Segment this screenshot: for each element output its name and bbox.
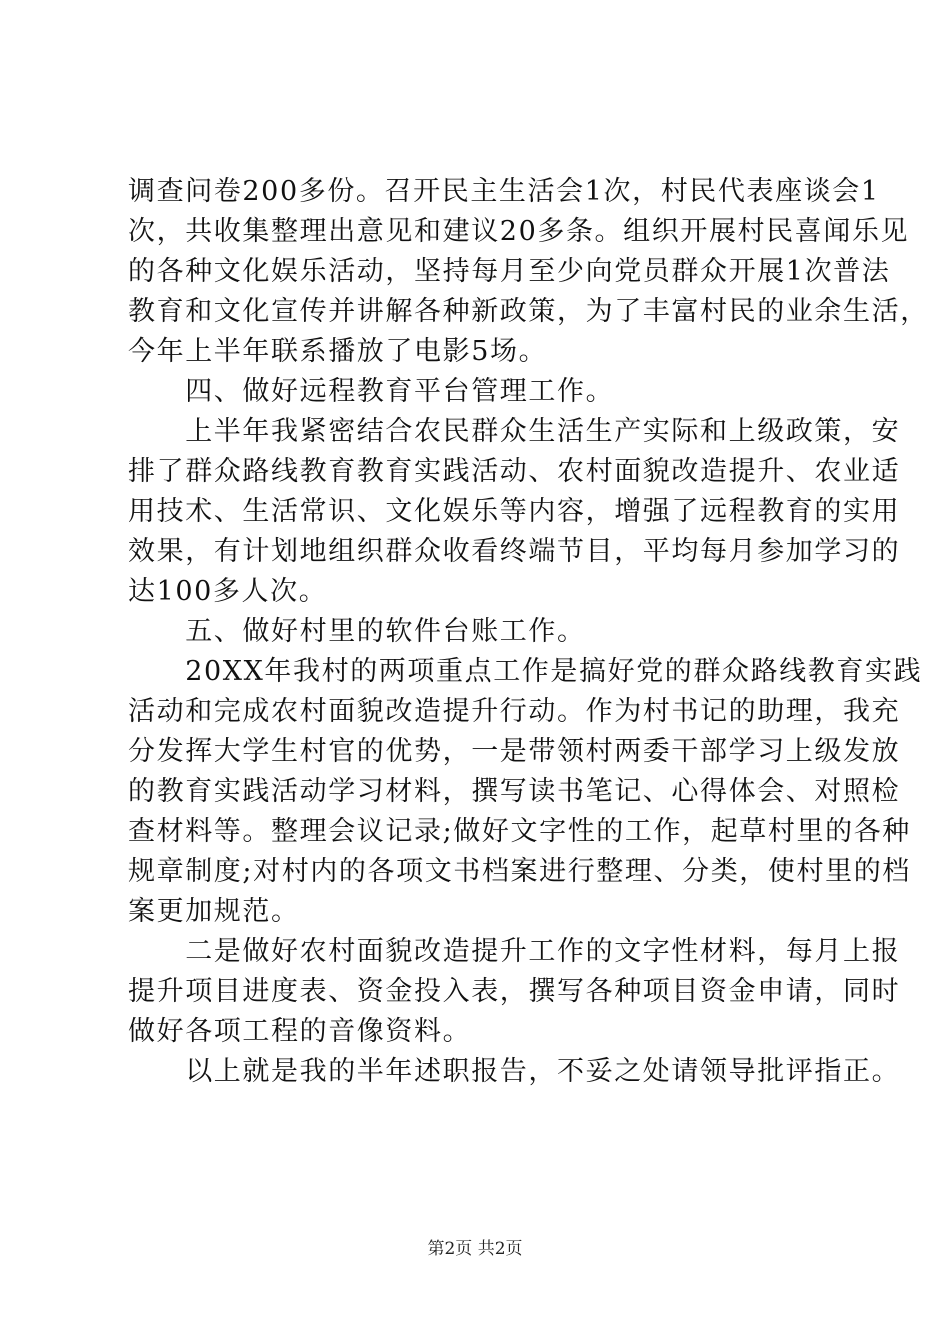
text-line: 20XX年我村的两项重点工作是搞好党的群众路线教育实践 (128, 656, 923, 687)
text-line: 活动和完成农村面貌改造提升行动。作为村书记的助理，我充 (128, 696, 901, 727)
section-heading: 五、做好村里的软件台账工作。 (128, 616, 586, 647)
text-line: 效果，有计划地组织群众收看终端节目，平均每月参加学习的 (128, 536, 901, 567)
page-number-footer: 第2页 共2页 (427, 1239, 523, 1259)
text-line: 分发挥大学生村官的优势，一是带领村两委干部学习上级发放 (128, 736, 901, 767)
text-line: 提升项目进度表、资金投入表，撰写各种项目资金申请，同时 (128, 976, 901, 1007)
text-line: 次，共收集整理出意见和建议20多条。组织开展村民喜闻乐见 (128, 216, 910, 247)
text-line: 排了群众路线教育教育实践活动、农村面貌改造提升、农业适 (128, 456, 901, 487)
text-line: 的各种文化娱乐活动，坚持每月至少向党员群众开展1次普法 (128, 256, 891, 287)
text-line: 上半年我紧密结合农民群众生活生产实际和上级政策，安 (128, 416, 901, 447)
text-line: 做好各项工程的音像资料。 (128, 1016, 472, 1047)
text-line: 教育和文化宣传并讲解各种新政策，为了丰富村民的业余生活， (128, 296, 929, 327)
text-line: 以上就是我的半年述职报告，不妥之处请领导批评指正。 (128, 1056, 901, 1087)
text-line: 查材料等。整理会议记录;做好文字性的工作，起草村里的各种 (128, 816, 911, 847)
text-line: 规章制度;对村内的各项文书档案进行整理、分类，使村里的档 (128, 856, 911, 887)
text-line: 今年上半年联系播放了电影5场。 (128, 336, 548, 367)
text-line: 的教育实践活动学习材料，撰写读书笔记、心得体会、对照检 (128, 776, 901, 807)
text-line: 调查问卷200多份。召开民主生活会1次，村民代表座谈会1 (128, 176, 880, 207)
text-line: 案更加规范。 (128, 896, 300, 927)
text-line: 达100多人次。 (128, 576, 328, 607)
section-heading: 四、做好远程教育平台管理工作。 (128, 376, 615, 407)
text-line: 二是做好农村面貌改造提升工作的文字性材料，每月上报 (128, 936, 901, 967)
text-line: 用技术、生活常识、文化娱乐等内容，增强了远程教育的实用 (128, 496, 901, 527)
